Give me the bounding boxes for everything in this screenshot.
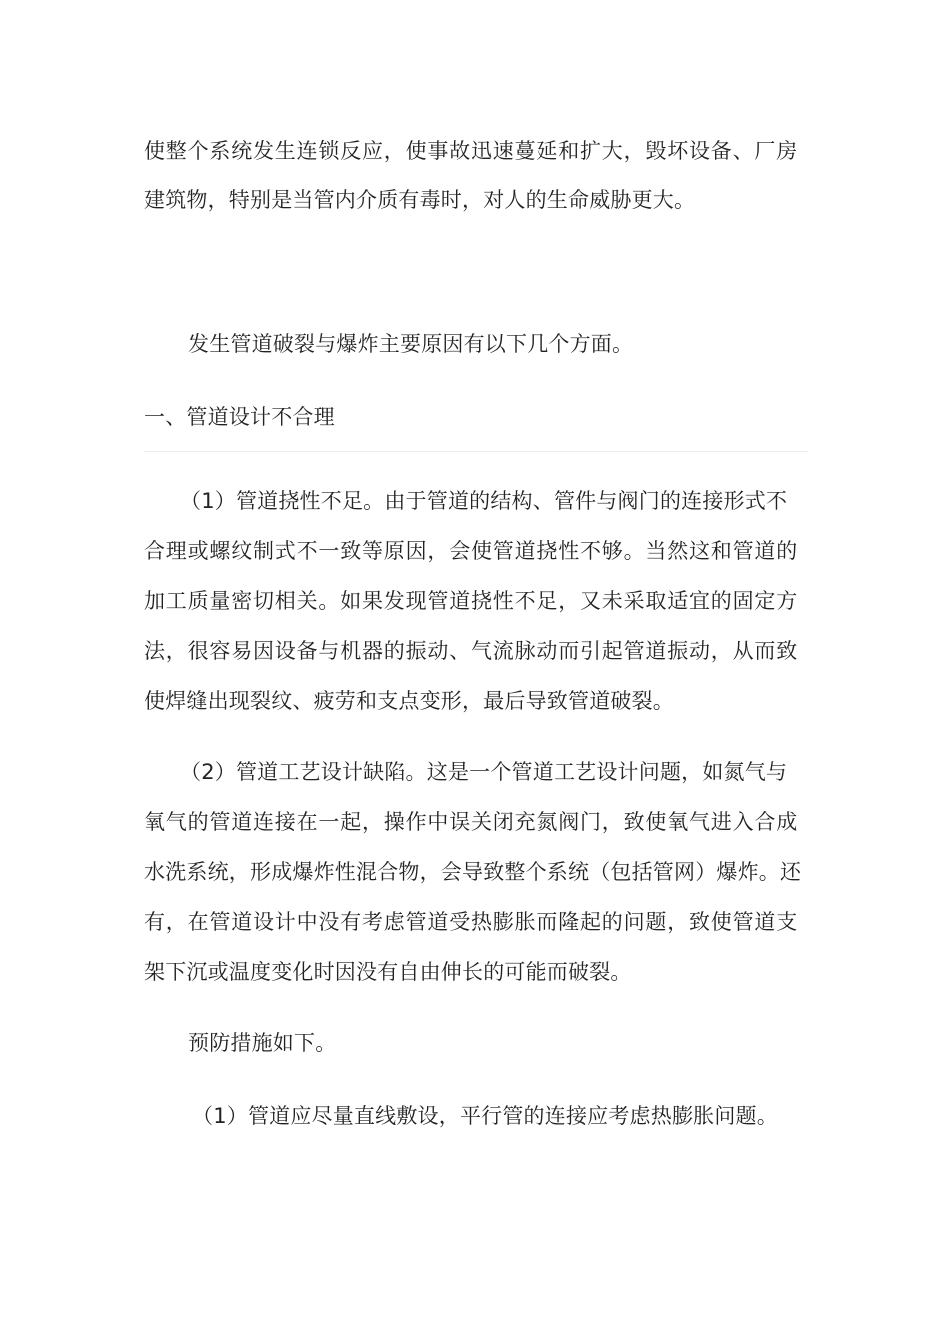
point-2-line-3: 水洗系统，形成爆炸性混合物，会导致整个系统（包括管网）爆炸。还	[144, 860, 802, 884]
point-1-line-5: 使焊缝出现裂纹、疲劳和支点变形，最后导致管道破裂。	[144, 689, 674, 713]
section-heading: 一、管道设计不合理	[144, 405, 335, 429]
prevention-heading: 预防措施如下。	[188, 1031, 337, 1055]
point-2-line-2: 氧气的管道连接在一起，操作中误关闭充氮阀门，致使氧气进入合成	[144, 810, 798, 834]
point-1-line-1: （1）管道挠性不足。由于管道的结构、管件与阀门的连接形式不	[180, 489, 788, 513]
intro-line-2: 建筑物，特别是当管内介质有毒时，对人的生命威胁更大。	[144, 188, 696, 212]
point-2-line-1: （2）管道工艺设计缺陷。这是一个管道工艺设计问题，如氮气与	[180, 760, 788, 784]
point-1-line-2: 合理或螺纹制式不一致等原因，会使管道挠性不够。当然这和管道的	[144, 539, 798, 563]
section-divider	[144, 451, 808, 452]
point-1-line-3: 加工质量密切相关。如果发现管道挠性不足，又未采取适宜的固定方	[144, 589, 798, 613]
point-1-line-4: 法，很容易因设备与机器的振动、气流脉动而引起管道振动，从而致	[144, 639, 798, 663]
prevention-item-1: （1）管道应尽量直线敷设，平行管的连接应考虑热膨胀问题。	[192, 1104, 778, 1128]
point-2-line-5: 架下沉或温度变化时因没有自由伸长的可能而破裂。	[144, 960, 632, 984]
intro-line-1: 使整个系统发生连锁反应，使事故迅速蔓延和扩大，毁坏设备、厂房	[144, 139, 798, 163]
point-2-line-4: 有，在管道设计中没有考虑管道受热膨胀而隆起的问题，致使管道支	[144, 910, 798, 934]
lead-sentence: 发生管道破裂与爆炸主要原因有以下几个方面。	[188, 332, 634, 356]
